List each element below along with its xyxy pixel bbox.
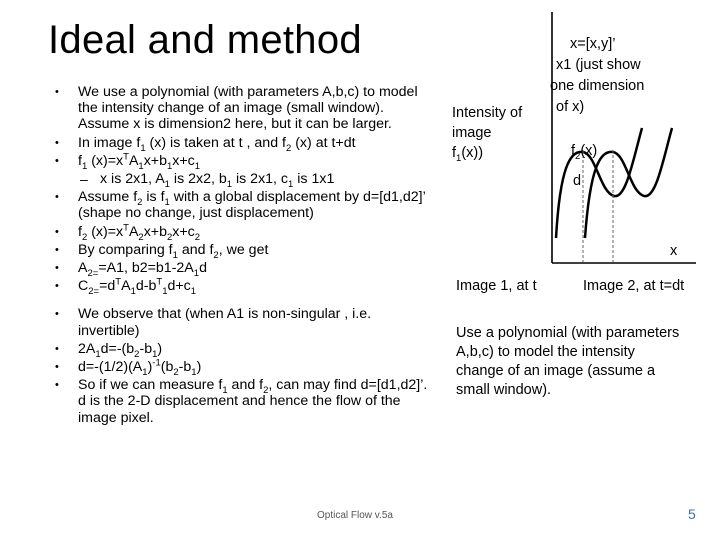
bullet-a2-b2-relation: • $A_{2=}=A1$, $b2=b1-2A_1d$: [52, 260, 430, 276]
y-axis-label-line2: image: [452, 125, 492, 141]
bullet-f1-equation: • $f_1$ $(x)=x^TA_1x+b_1x+c_1$: [52, 153, 430, 169]
bullet-observation: • We observe that (when A1 is non-singular , i.e. invertible): [52, 306, 430, 338]
bullet-d-solution: • $d=-(1/2)(A_1)^{-1}(b_2-b_1)$: [52, 359, 430, 375]
image1-label: Image 1, at t: [456, 278, 537, 294]
bullet-conclusion: • So if we can measure $f_1$ and $f_2$, can may find d=[d1,d2]’. d is the 2-D displacement and hence the flow of the image pixel.: [52, 377, 430, 426]
x-axis-label: x: [670, 243, 678, 259]
bullet-dimensions: – x is 2x1, $A_1$ is 2x2, $b_1$ is 2x1, $c_1$ is 1x1: [52, 171, 430, 187]
x-definition-line4: of x): [556, 99, 585, 115]
curve-f2: [585, 128, 672, 238]
page-number: 5: [688, 506, 696, 522]
polynomial-note: Use a polynomial (with parameters A,b,c) to model the intensity change of an image (assume a small window).: [456, 325, 680, 398]
bullet-displacement-assumption: • Assume $f_2$ is $f_1$ with a global displacement by d=[d1,d2]’ (shape no change, just displacement): [52, 189, 430, 221]
image2-label: Image 2, at t=dt: [583, 278, 685, 294]
y-axis-label-line1: Intensity of: [452, 105, 523, 121]
bullet-f2-equation: • $f_2$ $(x)=x^TA_2x+b_2x+c_2$: [52, 224, 430, 240]
slide-title: Ideal and method: [48, 18, 362, 62]
slide-footer: Optical Flow v.5a: [317, 510, 393, 521]
x-definition-line3: one dimension: [550, 78, 645, 94]
bullet-polynomial-model: • We use a polynomial (with parameters A,b,c) to model the intensity change of an image (small window). Assume x is dimension2 here, but it can be larger.: [52, 84, 430, 133]
x-definition-line1: x=[x,y]’: [570, 36, 616, 52]
curve-f1: [556, 128, 642, 238]
y-axis-label-line3: $f_1(x)$): [452, 145, 484, 164]
bullet-2a1d: • $2A_1d=-(b_2-b_1)$: [52, 341, 430, 357]
bullet-c2-relation: • $C_{2=}=d^TA_1d-b^T_1d+c_1$: [52, 278, 430, 294]
bullet-comparing: • By comparing $f_1$ and $f_2$, we get: [52, 242, 430, 258]
displacement-label: d: [573, 173, 582, 189]
bullet-images-times: • In image $f_1$ (x) is taken at t , and $f_2$ (x) at t+dt: [52, 135, 430, 151]
x-definition-line2: x1 (just show: [556, 57, 641, 73]
f2-label: $f_2(x)$: [571, 143, 598, 162]
